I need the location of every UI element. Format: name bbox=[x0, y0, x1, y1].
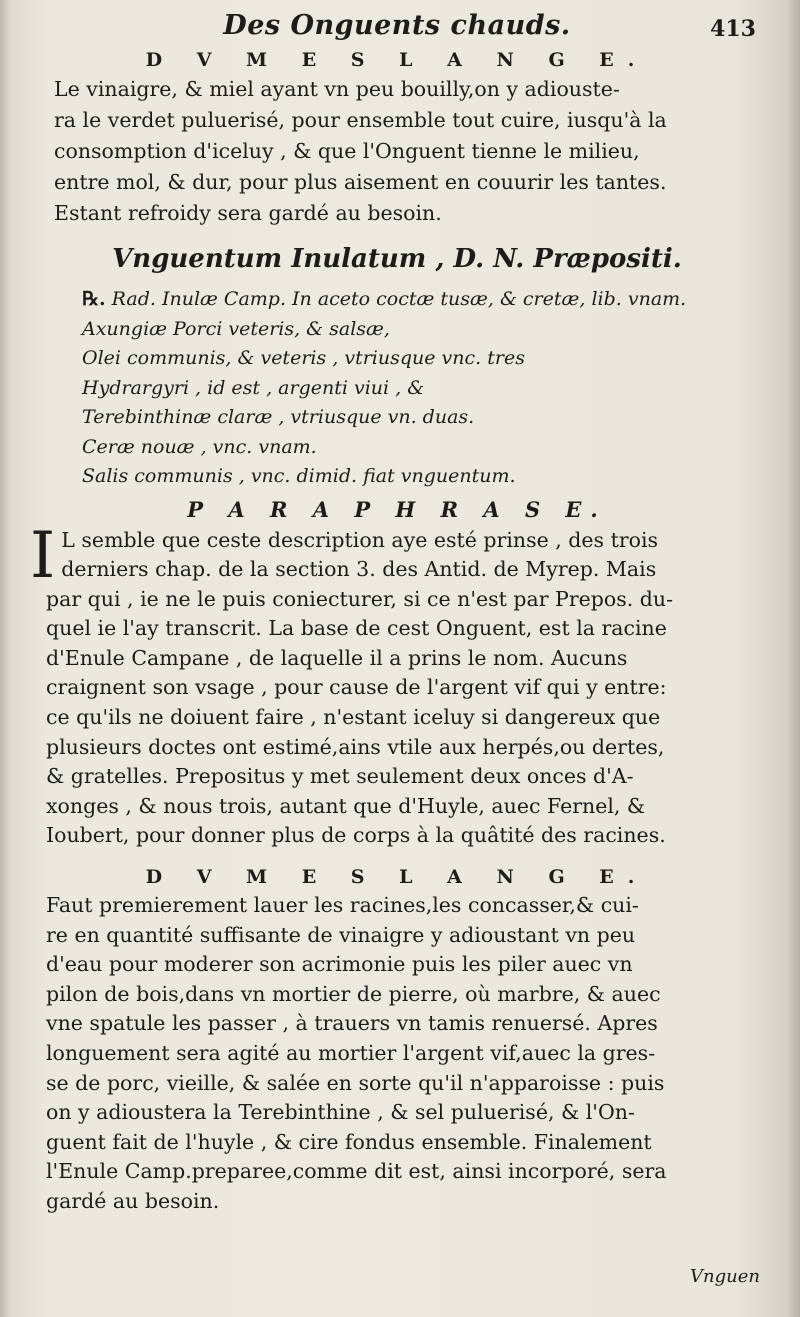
text-line: consomption d'iceluy , & que l'Onguent tienne le milieu, bbox=[54, 139, 640, 163]
text-line: craignent son vsage , pour cause de l'argent vif qui y entre: bbox=[46, 675, 667, 700]
running-title: Des Onguents chauds. bbox=[223, 10, 571, 41]
page-number: 413 bbox=[710, 16, 756, 42]
text-line: xonges , & nous trois, autant que d'Huyle, auec Fernel, & bbox=[46, 793, 646, 818]
recipe-line: Hydrargyri , id est , argenti viui , & bbox=[82, 376, 425, 399]
recipe-title: Vnguentum Inulatum , D. N. Præpositi. bbox=[112, 244, 682, 274]
text-line: on y adioustera la Terebinthine , & sel puluerisé, & l'On- bbox=[46, 1100, 635, 1125]
text-line: gardé au besoin. bbox=[46, 1188, 220, 1213]
text-line: Estant refroidy sera gardé au besoin. bbox=[54, 201, 442, 225]
running-head bbox=[30, 8, 764, 46]
text-line: guent fait de l'huyle , & cire fondus ensemble. Finalement bbox=[46, 1129, 652, 1154]
recipe-line: Olei communis, & veteris , vtriusque vnc. tres bbox=[82, 347, 525, 369]
text-line: d'Enule Campane , de laquelle il a prins le nom. Aucuns bbox=[46, 645, 628, 670]
text-line: vne spatule les passer , à trauers vn tamis renuersé. Apres bbox=[46, 1011, 658, 1036]
recipe-block bbox=[30, 285, 764, 492]
text-line: ra le verdet puluerisé, pour ensemble tout cuire, iusqu'à la bbox=[54, 108, 667, 132]
text-line: quel ie l'ay transcrit. La base de cest Onguent, est la racine bbox=[46, 616, 667, 641]
text-line: ce qu'ils ne doiuent faire , n'estant iceluy si dangereux que bbox=[46, 705, 661, 730]
text-line: entre mol, & dur, pour plus aisement en couurir les tantes. bbox=[54, 170, 667, 194]
recipe-line bbox=[82, 285, 764, 315]
recipe-line: Terebinthinæ claræ , vtriusque vn. duas. bbox=[82, 406, 475, 428]
text-line: re en quantité suffisante de vinaigre y adioustant vn peu bbox=[46, 922, 636, 947]
section-heading-melange-2: D V M E S L A N G E. bbox=[145, 866, 649, 889]
recipe-symbol: ℞. bbox=[82, 288, 106, 310]
page-shadow-left bbox=[0, 0, 10, 1317]
text-line: longuement sera agité au mortier l'argent vif,auec la gres- bbox=[46, 1041, 656, 1065]
text-line: Le vinaigre, & miel ayant vn peu bouilly,on y adiouste- bbox=[54, 77, 620, 101]
paraphrase-paragraph bbox=[30, 518, 764, 852]
melange-paragraph-1 bbox=[30, 74, 764, 229]
paraphrase-heading: P A R A P H R A S E. bbox=[187, 496, 607, 522]
page-shadow-right bbox=[786, 0, 800, 1317]
catchword: Vnguen bbox=[690, 1266, 760, 1287]
text-line: par qui , ie ne le puis coniecturer, si ce n'est par Prepos. du- bbox=[46, 586, 674, 611]
text-line: d'eau pour moderer son acrimonie puis les piler auec vn bbox=[46, 952, 633, 977]
recipe-line: Axungiæ Porci veteris, & salsæ, bbox=[82, 317, 390, 340]
recipe-ingredient: Rad. Inulæ Camp. In aceto coctæ tusæ, & cretæ, lib. vnam. bbox=[111, 288, 687, 310]
text-line: l'Enule Camp.preparee,comme dit est, ainsi incorporé, sera bbox=[46, 1159, 667, 1184]
text-line: & gratelles. Prepositus y met seulement deux onces d'A- bbox=[46, 764, 634, 789]
text-line: Faut premierement lauer les racines,les concasser,& cui- bbox=[46, 893, 639, 918]
recipe-line: Ceræ nouæ , vnc. vnam. bbox=[82, 435, 317, 458]
text-line: pilon de bois,dans vn mortier de pierre, où marbre, & auec bbox=[46, 981, 661, 1006]
melange-paragraph-2 bbox=[30, 891, 764, 1217]
text-line: L semble que ceste description aye esté prinse , des trois bbox=[61, 527, 659, 552]
text-line: plusieurs doctes ont estimé,ains vtile aux herpés,ou dertes, bbox=[46, 734, 665, 759]
drop-cap: I bbox=[30, 518, 56, 593]
section-heading-melange-1: D V M E S L A N G E. bbox=[145, 49, 649, 71]
text-line: Ioubert, pour donner plus de corps à la quâtité des racines. bbox=[46, 823, 666, 848]
text-line: se de porc, vieille, & salée en sorte qu'il n'apparoisse : puis bbox=[46, 1070, 665, 1095]
text-line: derniers chap. de la section 3. des Antid. de Myrep. Mais bbox=[61, 557, 657, 582]
recipe-line: Salis communis , vnc. dimid. fiat vnguentum. bbox=[82, 465, 516, 487]
